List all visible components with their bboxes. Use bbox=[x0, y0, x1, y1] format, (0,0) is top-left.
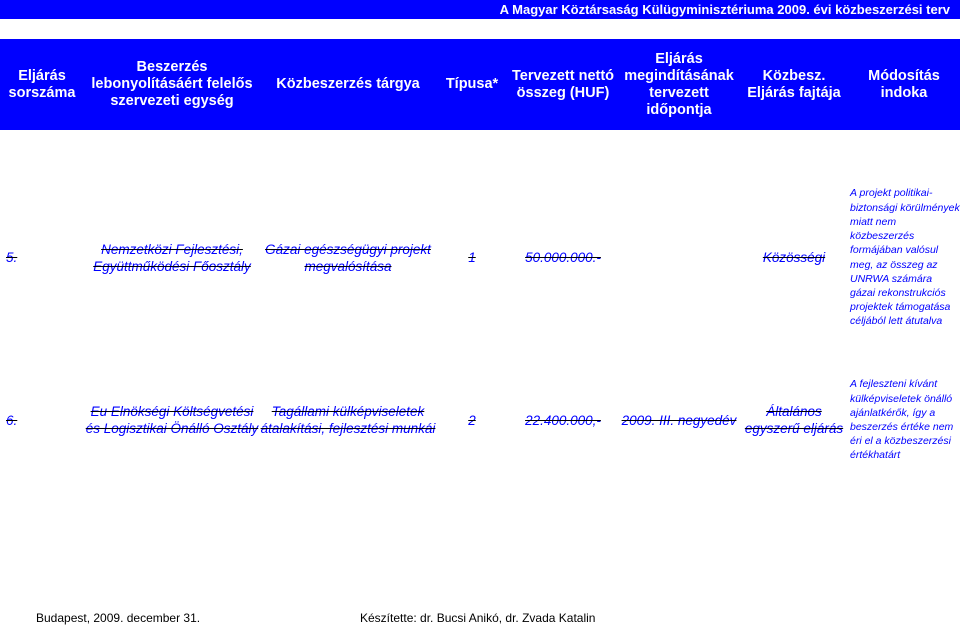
procedure-cell bbox=[740, 151, 848, 364]
header-cell: Eljárás megindításának tervezett időpontja bbox=[618, 39, 740, 130]
net-amount: 22.400.000,- bbox=[525, 412, 601, 428]
header-cell: Közbesz. Eljárás fajtája bbox=[740, 39, 848, 130]
header-cell: Tervezett nettó összeg (HUF) bbox=[508, 39, 618, 130]
modification-reason: A projekt politikai-biztonsági körülmények miatt nem közbeszerzés formájában valósul meg, az összeg az UNRWA számára gázai rekonstrukciós projektek támogatása céljából lett átutalva bbox=[850, 187, 960, 328]
table-row bbox=[0, 151, 960, 364]
procurement-type: 1 bbox=[468, 250, 476, 265]
header-row bbox=[0, 39, 960, 130]
responsible-unit: Eu Elnökségi Költségvetési és Logisztikai Önálló Osztály bbox=[85, 404, 259, 436]
unit-cell bbox=[84, 151, 260, 364]
row-number-cell bbox=[0, 364, 84, 476]
table-row bbox=[0, 364, 960, 476]
header-cell: Eljárás sorszáma bbox=[0, 39, 84, 130]
header-cell: Módosítás indoka bbox=[848, 39, 960, 130]
start-date: 2009. III. negyedév bbox=[621, 412, 737, 428]
subject-cell bbox=[260, 364, 436, 476]
procedure-type: Közösségi bbox=[762, 250, 826, 265]
header-cell: Közbeszerzés tárgya bbox=[260, 39, 436, 130]
subject-cell bbox=[260, 151, 436, 364]
amount-cell bbox=[508, 364, 618, 476]
row-number: 6. bbox=[6, 412, 18, 428]
type-cell bbox=[436, 364, 508, 476]
row-number: 5. bbox=[6, 250, 18, 265]
procurement-subject: Gázai egészségügyi projekt megvalósítása bbox=[265, 241, 431, 274]
procedure-type: Általános egyszerű eljárás bbox=[744, 404, 844, 436]
type-cell bbox=[436, 151, 508, 364]
modification-reason: A fejleszteni kívánt külképviseletek önálló ajánlatkérők, így a beszerzés értéke nem éri el a közbeszerzési értékhatárt bbox=[850, 378, 954, 462]
responsible-unit: Nemzetközi Fejlesztési, Együttműködési Főosztály bbox=[93, 241, 251, 274]
header-cell: Beszerzés lebonyolításáért felelős szervezeti egység bbox=[84, 39, 260, 130]
page-title-bar bbox=[0, 0, 960, 19]
footer-place-date: Budapest, 2009. december 31. bbox=[36, 611, 201, 625]
spacer-row bbox=[0, 130, 960, 151]
footer-prepared-by: Készítette: dr. Bucsi Anikó, dr. Zvada Katalin bbox=[360, 611, 596, 625]
net-amount: 50.000.000.- bbox=[525, 250, 601, 265]
start-cell bbox=[618, 151, 740, 364]
row-number-cell bbox=[0, 151, 84, 364]
procurement-type: 2 bbox=[468, 412, 476, 428]
procurement-table bbox=[0, 39, 960, 476]
page-title: A Magyar Köztársaság Külügyminisztériuma 2009. évi közbeszerzési terv bbox=[499, 2, 950, 17]
procurement-subject: Tagállami külképviseletek átalakítási, fejlesztési munkái bbox=[260, 404, 436, 436]
header-cell: Típusa* bbox=[436, 39, 508, 130]
unit-cell bbox=[84, 364, 260, 476]
start-cell bbox=[618, 364, 740, 476]
procedure-cell bbox=[740, 364, 848, 476]
amount-cell bbox=[508, 151, 618, 364]
